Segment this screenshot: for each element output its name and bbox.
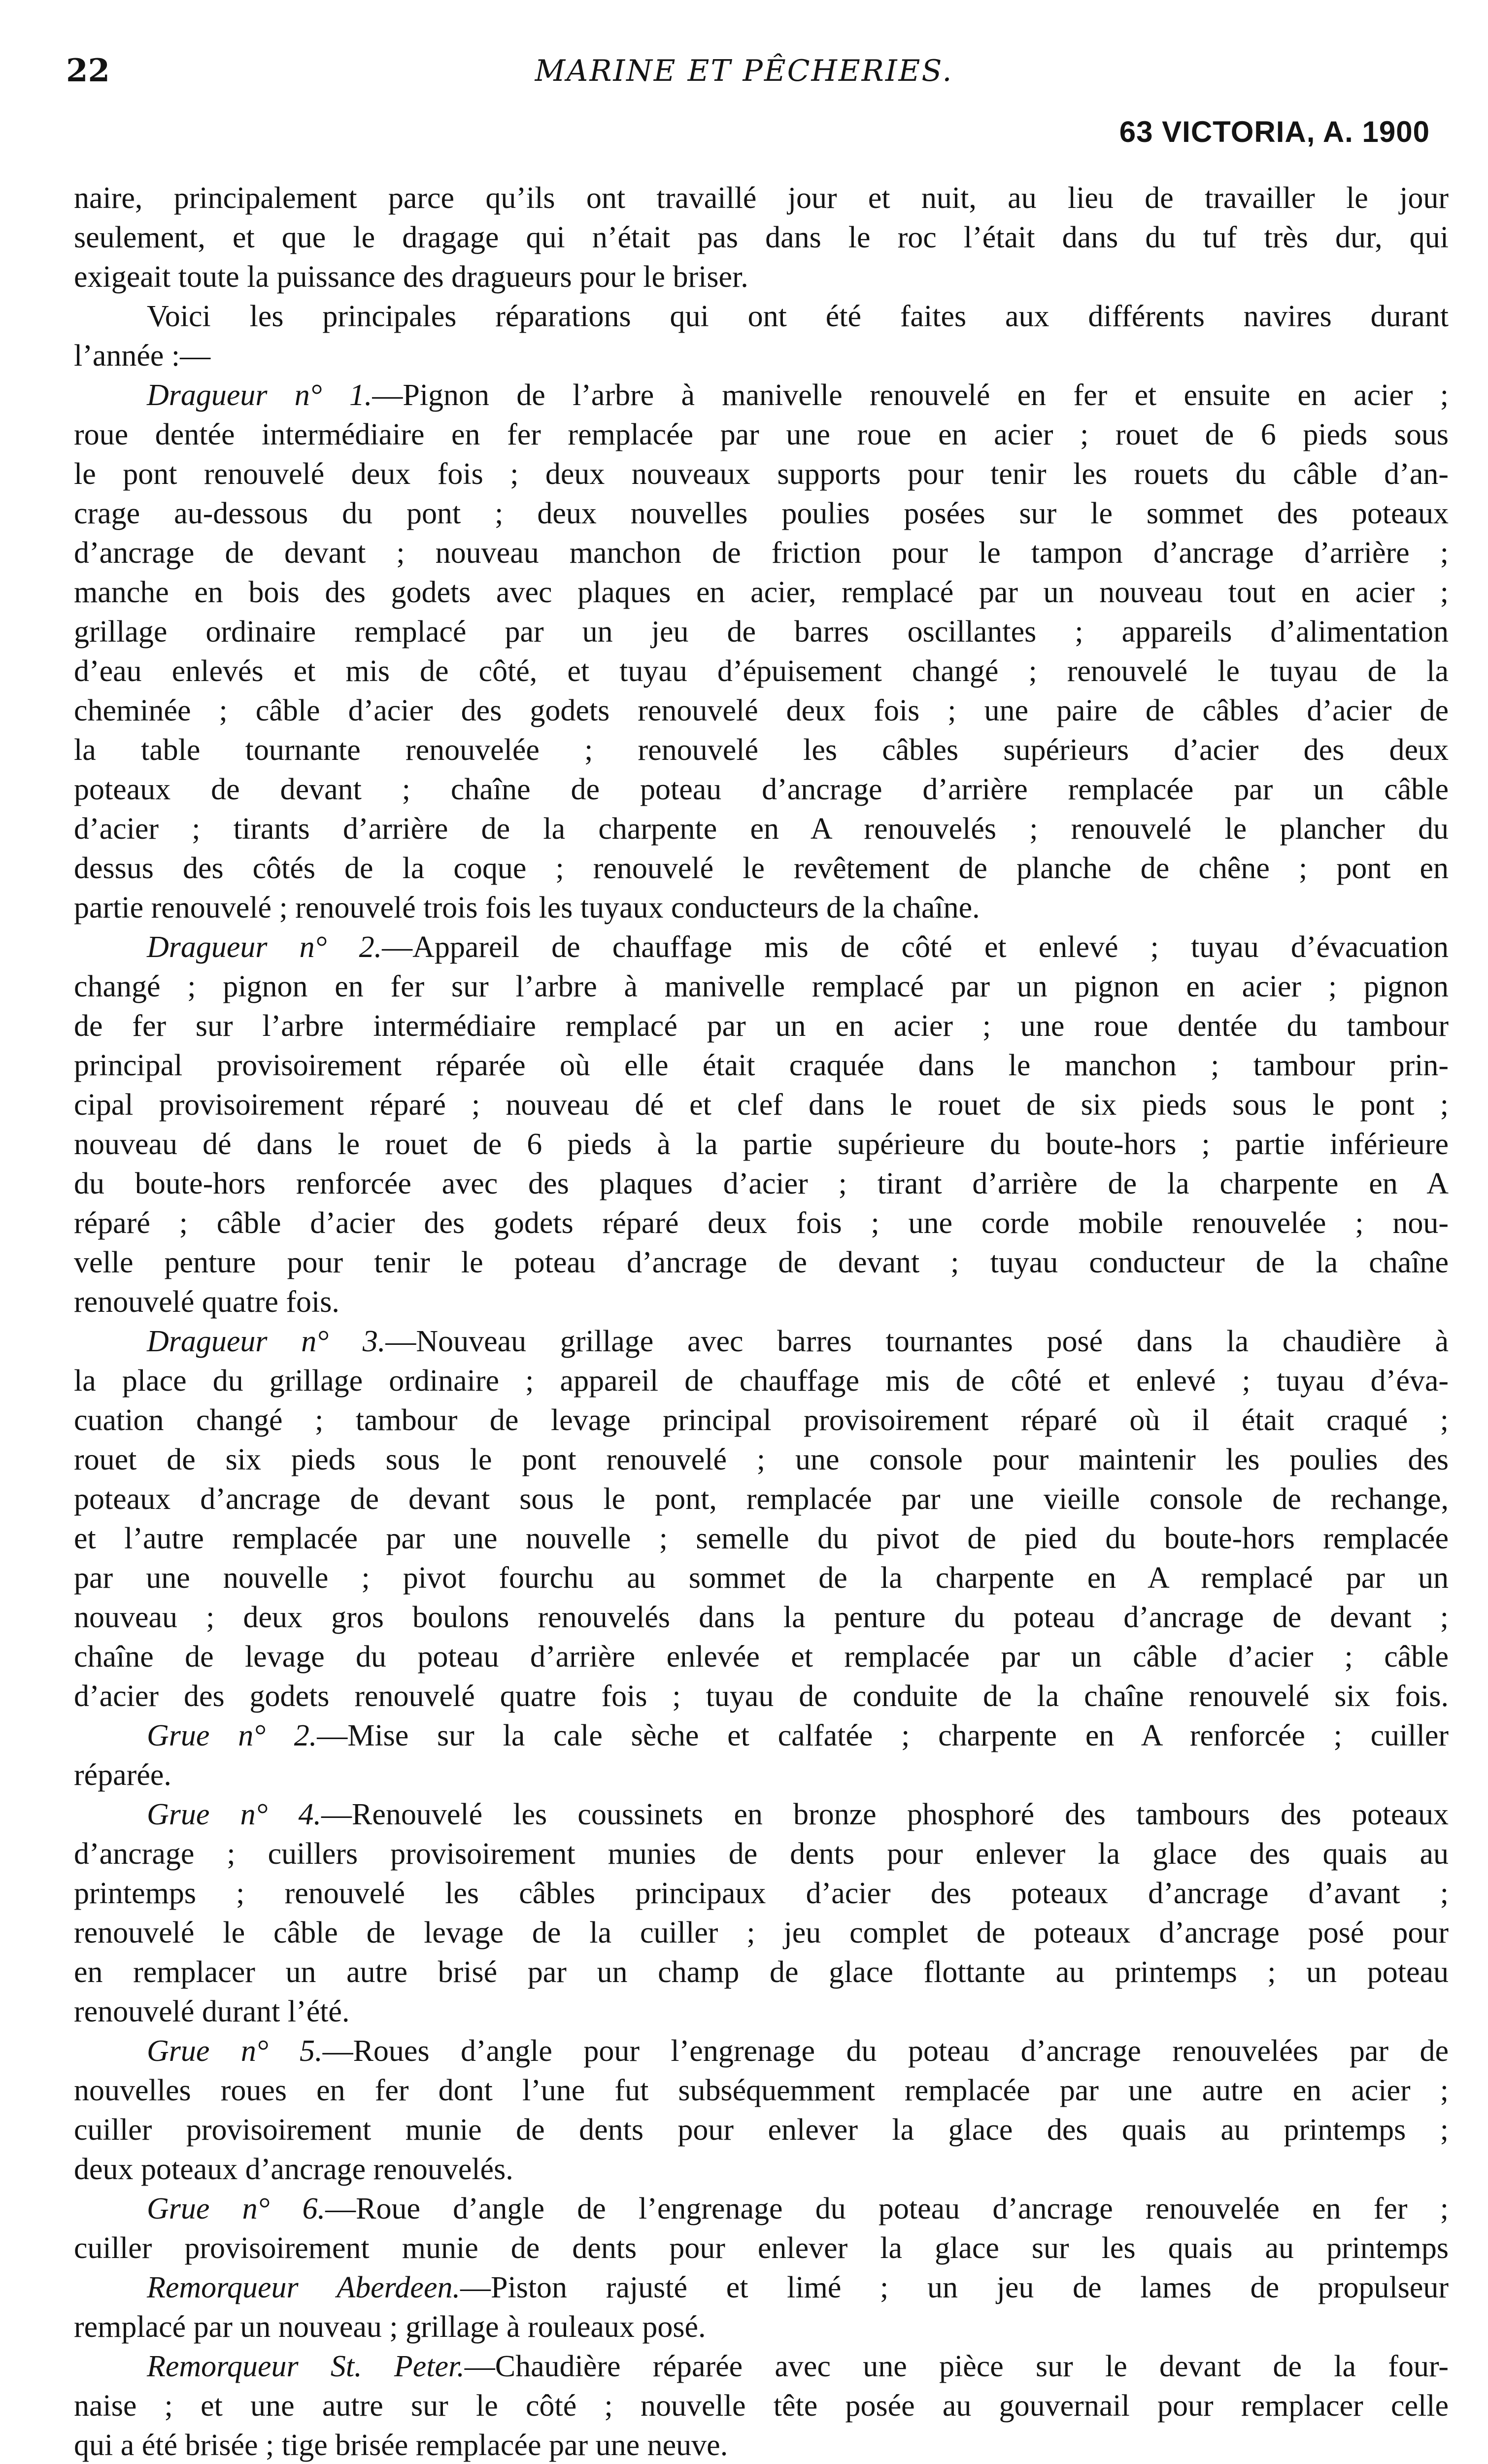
text-line	[74, 691, 1449, 730]
text-line	[74, 1874, 1449, 1913]
line-text: cuation changé ; tambour de levage principal provisoirement réparé où il était craqué ;	[74, 1403, 1449, 1437]
line-text: poteaux de devant ; chaîne de poteau d’ancrage d’arrière remplacée par un câble	[74, 773, 1449, 806]
line-text: d’ancrage ; cuillers provisoirement munies de dents pour enlever la glace des quais au	[74, 1837, 1449, 1871]
line-text: manche en bois des godets avec plaques en acier, remplacé par un nouveau tout en acier ;	[74, 576, 1449, 609]
text-line	[74, 415, 1449, 454]
line-text: le pont renouvelé deux fois ; deux nouveaux supports pour tenir les rouets du câble d’an-	[74, 457, 1449, 491]
text-line	[74, 1401, 1449, 1440]
line-text: d’acier des godets renouvelé quatre fois ; tuyau de conduite de la chaîne renouvelé six fois.	[74, 1679, 1449, 1713]
text-line	[74, 2110, 1449, 2150]
text-line	[74, 1243, 1449, 1282]
line-text: nouvelles roues en fer dont l’une fut subséquemment remplacée par une autre en acier ;	[74, 2074, 1449, 2107]
text-line	[74, 2268, 1449, 2307]
line-text: poteaux d’ancrage de devant sous le pont, remplacée par une vieille console de rechange,	[74, 1482, 1449, 1516]
text-line	[74, 1085, 1449, 1125]
text-line	[74, 1125, 1449, 1164]
text-line	[74, 927, 1449, 967]
entry-heading: Grue n° 5.	[147, 2034, 323, 2068]
text-line	[74, 809, 1449, 849]
line-text: d’ancrage de devant ; nouveau manchon de friction pour le tampon d’ancrage d’arrière ;	[74, 536, 1449, 570]
text-line	[74, 967, 1449, 1006]
line-text: —Roue d’angle de l’engrenage du poteau d’ancrage renouvelée en fer ;	[325, 2192, 1449, 2225]
line-text: renouvelé le câble de levage de la cuiller ; jeu complet de poteaux d’ancrage posé pour	[74, 1916, 1449, 1950]
entry-heading: Dragueur n° 2.	[147, 930, 382, 964]
text-line	[74, 257, 1449, 297]
paragraph	[74, 2031, 1449, 2189]
document-body	[74, 178, 1449, 2464]
entry-heading: Remorqueur Aberdeen.	[147, 2271, 460, 2304]
line-text: la table tournante renouvelée ; renouvelé les câbles supérieurs d’acier des deux	[74, 733, 1449, 767]
text-line	[74, 888, 1449, 927]
running-title: MARINE ET PÊCHERIES.	[535, 54, 953, 88]
entry-heading: Dragueur n° 3.	[147, 1325, 386, 1358]
paragraph	[74, 376, 1449, 927]
text-line	[74, 770, 1449, 809]
text-line	[74, 533, 1449, 573]
text-line	[74, 1006, 1449, 1046]
line-text: cipal provisoirement réparé ; nouveau dé et clef dans le rouet de six pieds sous le pont ;	[74, 1088, 1449, 1122]
line-text: et l’autre remplacée par une nouvelle ; semelle du pivot de pied du boute-hors remplacée	[74, 1522, 1449, 1555]
text-line	[74, 2189, 1449, 2228]
text-line	[74, 2386, 1449, 2426]
line-text: dessus des côtés de la coque ; renouvelé le revêtement de planche de chêne ; pont en	[74, 852, 1449, 885]
line-text: cuiller provisoirement munie de dents pour enlever la glace sur les quais au printemps	[74, 2231, 1449, 2265]
line-text: renouvelé durant l’été.	[74, 1995, 350, 2028]
text-line	[74, 730, 1449, 770]
text-line	[74, 1164, 1449, 1203]
line-text: l’année :—	[74, 339, 211, 373]
paragraph	[74, 2347, 1449, 2464]
line-text: renouvelé quatre fois.	[74, 1285, 339, 1319]
line-text: qui a été brisée ; tige brisée remplacée par une neuve.	[74, 2429, 728, 2462]
line-text: deux poteaux d’ancrage renouvelés.	[74, 2153, 513, 2186]
line-text: seulement, et que le dragage qui n’était pas dans le roc l’était dans du tuf très dur, qui	[74, 221, 1449, 254]
text-line	[74, 454, 1449, 494]
text-line	[74, 1440, 1449, 1479]
line-text: cuiller provisoirement munie de dents pour enlever la glace des quais au printemps ;	[74, 2113, 1449, 2147]
text-line	[74, 336, 1449, 376]
line-text: par une nouvelle ; pivot fourchu au sommet de la charpente en A remplacé par un	[74, 1561, 1449, 1595]
text-line	[74, 1361, 1449, 1401]
line-text: cheminée ; câble d’acier des godets renouvelé deux fois ; une paire de câbles d’acier de	[74, 694, 1449, 727]
line-text: d’eau enlevés et mis de côté, et tuyau d’épuisement changé ; renouvelé le tuyau de la	[74, 654, 1449, 688]
line-text: —Renouvelé les coussinets en bronze phosphoré des tambours des poteaux	[321, 1798, 1449, 1831]
line-text: —Nouveau grillage avec barres tournantes posé dans la chaudière à	[385, 1325, 1449, 1358]
paragraph	[74, 1322, 1449, 1716]
text-line	[74, 612, 1449, 651]
text-line	[74, 494, 1449, 533]
entry-heading: Remorqueur St. Peter.	[147, 2350, 465, 2383]
text-line	[74, 297, 1449, 336]
text-line	[74, 1677, 1449, 1716]
text-line	[74, 1716, 1449, 1755]
page-number: 22	[66, 52, 110, 89]
line-text: crage au-dessous du pont ; deux nouvelles poulies posées sur le sommet des poteaux	[74, 497, 1449, 530]
text-line	[74, 1637, 1449, 1677]
text-line	[74, 1322, 1449, 1361]
entry-heading: Grue n° 4.	[147, 1798, 322, 1831]
line-text: roue dentée intermédiaire en fer remplacée par une roue en acier ; rouet de 6 pieds sous	[74, 418, 1449, 451]
text-line	[74, 1046, 1449, 1085]
text-line	[74, 2031, 1449, 2071]
text-line	[74, 1755, 1449, 1795]
entry-heading: Dragueur n° 1.	[147, 378, 372, 412]
line-text: Voici les principales réparations qui ont été faites aux différents navires durant	[147, 300, 1449, 333]
line-text: —Roues d’angle pour l’engrenage du poteau d’ancrage renouvelées par de	[322, 2034, 1449, 2068]
text-line	[74, 178, 1449, 218]
line-text: remplacé par un nouveau ; grillage à rouleaux posé.	[74, 2310, 706, 2344]
text-line	[74, 1913, 1449, 1952]
paragraph	[74, 297, 1449, 376]
paragraph	[74, 927, 1449, 1322]
line-text: —Chaudière réparée avec une pièce sur le devant de la four-	[464, 2350, 1449, 2383]
line-text: —Appareil de chauffage mis de côté et enlevé ; tuyau d’évacuation	[382, 930, 1449, 964]
line-text: changé ; pignon en fer sur l’arbre à manivelle remplacé par un pignon en acier ; pignon	[74, 970, 1449, 1003]
line-text: du boute-hors renforcée avec des plaques d’acier ; tirant d’arrière de la charpente en A	[74, 1167, 1449, 1200]
line-text: grillage ordinaire remplacé par un jeu de barres oscillantes ; appareils d’alimentation	[74, 615, 1449, 649]
line-text: exigeait toute la puissance des dragueurs pour le briser.	[74, 260, 748, 294]
line-text: nouveau dé dans le rouet de 6 pieds à la partie supérieure du boute-hors ; partie inférieure	[74, 1128, 1449, 1161]
entry-heading: Grue n° 6.	[147, 2192, 326, 2225]
text-line	[74, 1795, 1449, 1834]
entry-heading: Grue n° 2.	[147, 1719, 317, 1752]
line-text: réparé ; câble d’acier des godets réparé deux fois ; une corde mobile renouvelée ; nou-	[74, 1206, 1449, 1240]
text-line	[74, 1992, 1449, 2031]
text-line	[74, 1834, 1449, 1874]
text-line	[74, 1282, 1449, 1322]
text-line	[74, 1203, 1449, 1243]
session-reference: 63 VICTORIA, A. 1900	[1119, 115, 1430, 148]
line-text: —Piston rajusté et limé ; un jeu de lames de propulseur	[460, 2271, 1449, 2304]
line-text: d’acier ; tirants d’arrière de la charpente en A renouvelés ; renouvelé le plancher du	[74, 812, 1449, 846]
paragraph	[74, 2268, 1449, 2347]
text-line	[74, 1598, 1449, 1637]
text-line	[74, 2228, 1449, 2268]
line-text: naise ; et une autre sur le côté ; nouvelle tête posée au gouvernail pour remplacer celle	[74, 2389, 1449, 2423]
text-line	[74, 849, 1449, 888]
text-line	[74, 2071, 1449, 2110]
text-line	[74, 2150, 1449, 2189]
line-text: printemps ; renouvelé les câbles principaux d’acier des poteaux d’ancrage d’avant ;	[74, 1877, 1449, 1910]
line-text: la place du grillage ordinaire ; appareil de chauffage mis de côté et enlevé ; tuyau d’éva-	[74, 1364, 1449, 1398]
text-line	[74, 1558, 1449, 1598]
text-line	[74, 1479, 1449, 1519]
line-text: nouveau ; deux gros boulons renouvelés dans la penture du poteau d’ancrage de devant ;	[74, 1601, 1449, 1634]
line-text: —Pignon de l’arbre à manivelle renouvelé en fer et ensuite en acier ;	[372, 378, 1449, 412]
line-text: naire, principalement parce qu’ils ont travaillé jour et nuit, au lieu de travailler le jour	[74, 181, 1449, 215]
line-text: velle penture pour tenir le poteau d’ancrage de devant ; tuyau conducteur de la chaîne	[74, 1246, 1449, 1279]
text-line	[74, 376, 1449, 415]
paragraph	[74, 178, 1449, 297]
paragraph	[74, 1716, 1449, 1795]
line-text: réparée.	[74, 1758, 171, 1792]
line-text: rouet de six pieds sous le pont renouvelé ; une console pour maintenir les poulies des	[74, 1443, 1449, 1476]
text-line	[74, 573, 1449, 612]
text-line	[74, 1952, 1449, 1992]
line-text: chaîne de levage du poteau d’arrière enlevée et remplacée par un câble d’acier ; câble	[74, 1640, 1449, 1674]
line-text: partie renouvelé ; renouvelé trois fois les tuyaux conducteurs de la chaîne.	[74, 891, 980, 924]
paragraph	[74, 2189, 1449, 2268]
line-text: de fer sur l’arbre intermédiaire remplacé par un en acier ; une roue dentée du tambour	[74, 1009, 1449, 1043]
line-text: —Mise sur la cale sèche et calfatée ; charpente en A renforcée ; cuiller	[317, 1719, 1449, 1752]
text-line	[74, 651, 1449, 691]
text-line	[74, 2426, 1449, 2464]
text-line	[74, 2307, 1449, 2347]
text-line	[74, 1519, 1449, 1558]
text-line	[74, 2347, 1449, 2386]
line-text: principal provisoirement réparée où elle était craquée dans le manchon ; tambour prin-	[74, 1049, 1449, 1082]
line-text: en remplacer un autre brisé par un champ de glace flottante au printemps ; un poteau	[74, 1955, 1449, 1989]
text-line	[74, 218, 1449, 257]
paragraph	[74, 1795, 1449, 2031]
